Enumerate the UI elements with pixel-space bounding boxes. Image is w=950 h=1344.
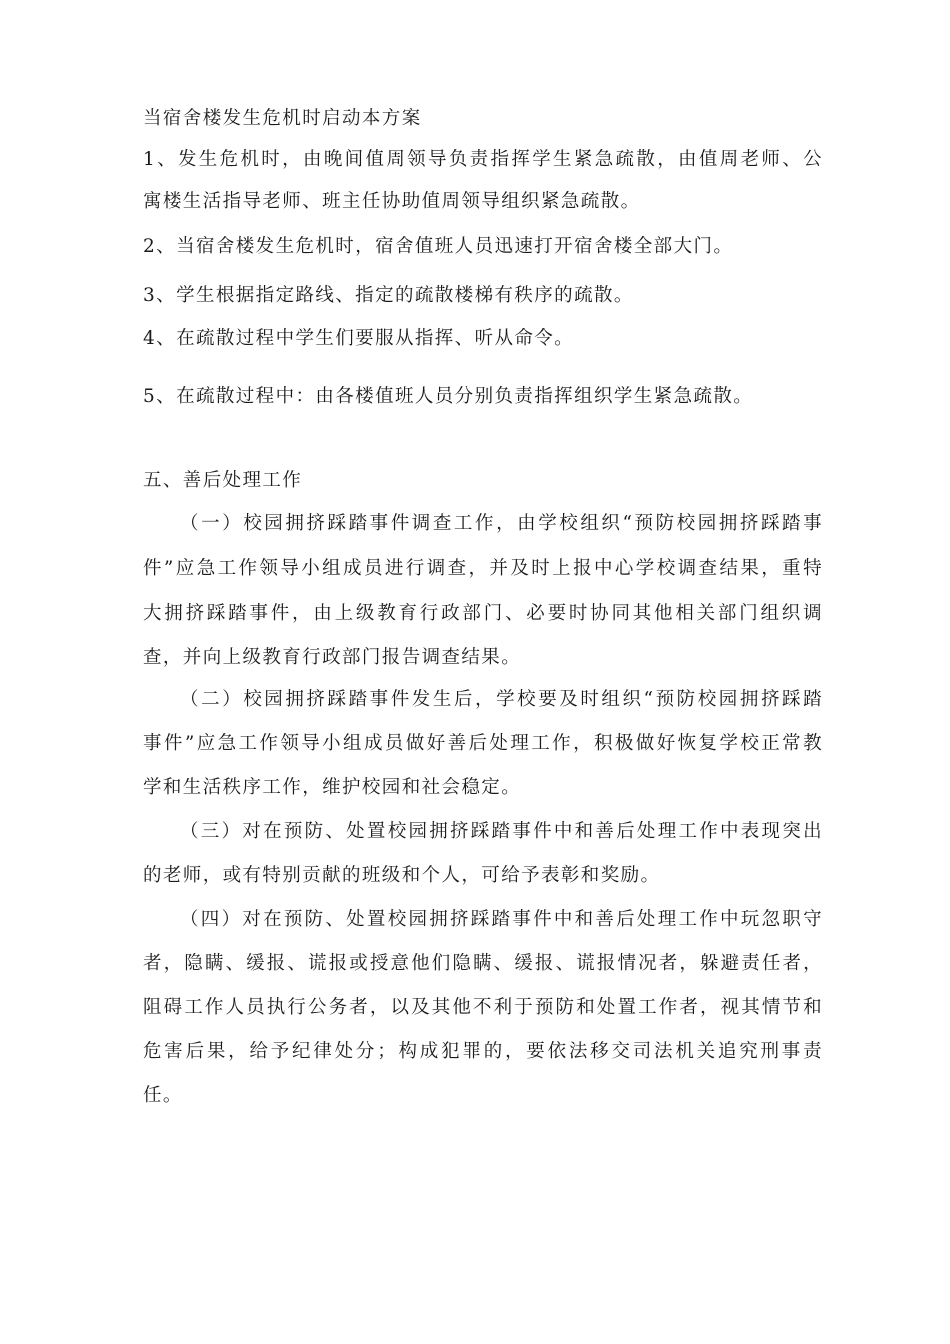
- paragraph-3-line-2: 的老师，或有特别贡献的班级和个人，可给予表彰和奖励。: [143, 865, 661, 886]
- paragraph-4-line-1: （四）对在预防、处置校园拥挤踩踏事件中和善后处理工作中玩忽职守: [180, 909, 823, 930]
- paragraph-4-line-5: 任。: [143, 1085, 183, 1106]
- paragraph-4-line-2: 者，隐瞒、缓报、谎报或授意他们隐瞒、缓报、谎报情况者，躲避责任者，: [143, 953, 823, 974]
- step-3-line: 3、学生根据指定路线、指定的疏散楼梯有秩序的疏散。: [143, 285, 634, 306]
- step-1-line-2: 寓楼生活指导老师、班主任协助值周领导组织紧急疏散。: [143, 191, 641, 212]
- paragraph-2-line-2: 事件”应急工作领导小组成员做好善后处理工作，积极做好恢复学校正常教: [143, 733, 823, 754]
- section-title: 五、善后处理工作: [143, 470, 303, 491]
- step-5-line: 5、在疏散过程中：由各楼值班人员分别负责指挥组织学生紧急疏散。: [143, 386, 754, 407]
- paragraph-1-line-4: 查，并向上级教育行政部门报告调查结果。: [143, 647, 522, 668]
- paragraph-2-line-3: 学和生活秩序工作，维护校园和社会稳定。: [143, 777, 522, 798]
- paragraph-1-line-1: （一）校园拥挤踩踏事件调查工作，由学校组织“预防校园拥挤踩踏事: [180, 513, 823, 534]
- paragraph-4-line-4: 危害后果，给予纪律处分；构成犯罪的，要依法移交司法机关追究刑事责: [143, 1041, 823, 1062]
- step-4-line: 4、在疏散过程中学生们要服从指挥、听从命令。: [143, 328, 575, 349]
- paragraph-2-line-1: （二）校园拥挤踩踏事件发生后，学校要及时组织“预防校园拥挤踩踏: [180, 689, 823, 710]
- paragraph-4-line-3: 阻碍工作人员执行公务者，以及其他不利于预防和处置工作者，视其情节和: [143, 997, 823, 1018]
- step-2-line: 2、当宿舍楼发生危机时，宿舍值班人员迅速打开宿舍楼全部大门。: [143, 236, 734, 257]
- paragraph-1-line-3: 大拥挤踩踏事件，由上级教育行政部门、必要时协同其他相关部门组织调: [143, 603, 823, 624]
- intro-line: 当宿舍楼发生危机时启动本方案: [143, 108, 422, 129]
- paragraph-1-line-2: 件”应急工作领导小组成员进行调查，并及时上报中心学校调查结果，重特: [143, 558, 823, 579]
- step-1-line-1: 1、发生危机时，由晚间值周领导负责指挥学生紧急疏散，由值周老师、公: [143, 149, 823, 170]
- paragraph-3-line-1: （三）对在预防、处置校园拥挤踩踏事件中和善后处理工作中表现突出: [180, 821, 823, 842]
